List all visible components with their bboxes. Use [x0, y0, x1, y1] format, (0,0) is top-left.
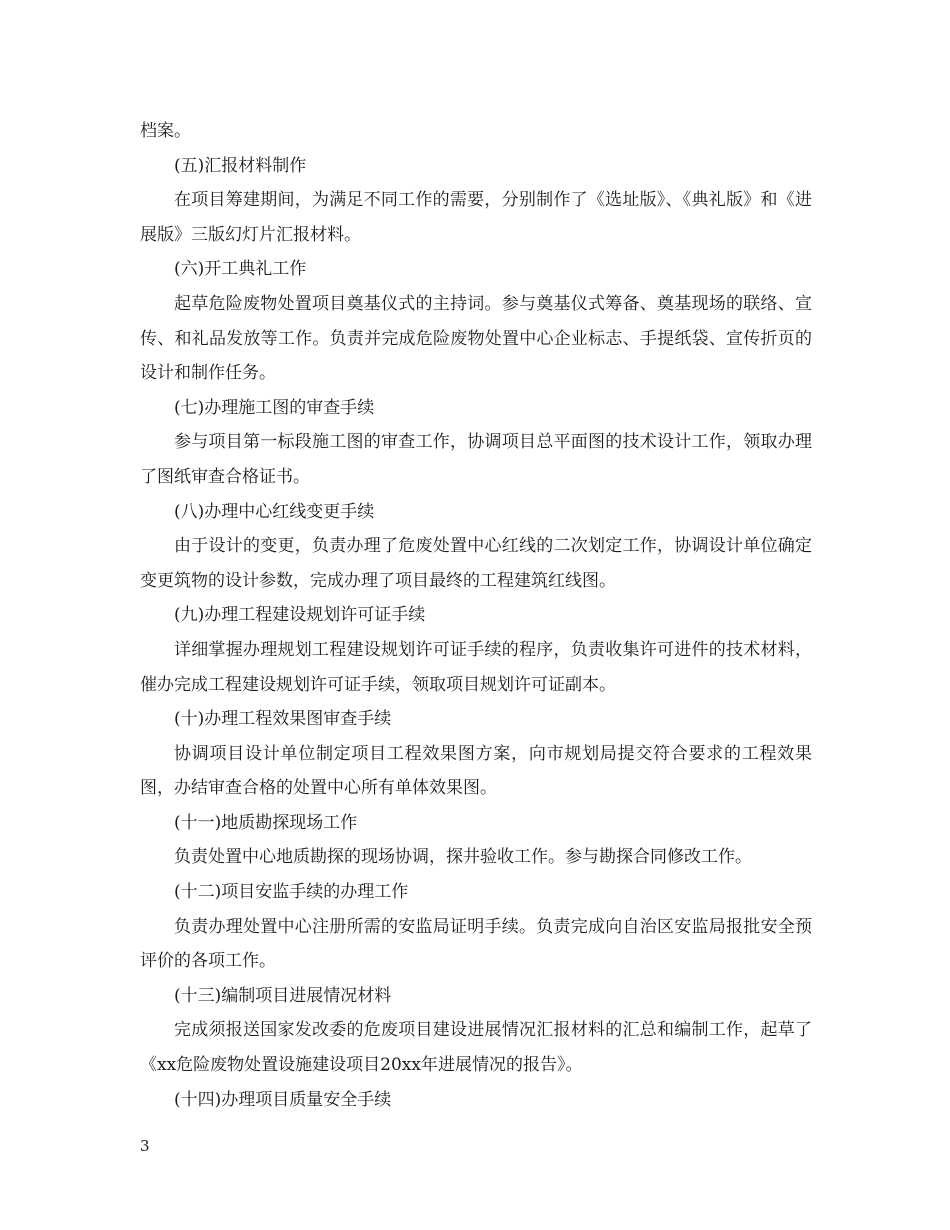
section-heading-6: (六)开工典礼工作: [174, 259, 307, 280]
section-heading-8: (八)办理中心红线变更手续: [174, 501, 375, 522]
page-number: 3: [140, 1137, 150, 1155]
section-heading-12: (十二)项目安监手续的办理工作: [174, 882, 409, 903]
section-paragraph-7: 参与项目第一标段施工图的审查工作，协调项目总平面图的技术设计工作，领取办理了图纸审查合格证书。: [140, 432, 812, 487]
section-paragraph-13: 完成须报送国家发改委的危废项目建设进展情况汇报材料的汇总和编制工作，起草了《xx危险废物处置设施建设项目20xx年进展情况的报告》。: [140, 1020, 812, 1076]
section-heading-14: (十四)办理项目质量安全手续: [174, 1089, 392, 1110]
section-paragraph-12: 负责办理处置中心注册所需的安监局证明手续。负责完成向自治区安监局报批安全预评价的各项工作。: [140, 916, 812, 972]
section-paragraph-11: 负责处置中心地质勘探的现场协调，探井验收工作。参与勘探合同修改工作。: [174, 847, 752, 868]
section-heading-11: (十一)地质勘探现场工作: [174, 812, 358, 833]
section-paragraph-10: 协调项目设计单位制定项目工程效果图方案，向市规划局提交符合要求的工程效果图，办结审查合格的处置中心所有单体效果图。: [140, 743, 812, 799]
section-paragraph-8: 由于设计的变更，负责办理了危废处置中心红线的二次划定工作，协调设计单位确定变更筑物的设计参数，完成办理了项目最终的工程建筑红线图。: [140, 536, 812, 591]
section-heading-5: (五)汇报材料制作: [174, 155, 307, 176]
section-heading-10: (十)办理工程效果图审查手续: [174, 709, 392, 730]
section-heading-9: (九)办理工程建设规划许可证手续: [174, 605, 426, 626]
section-heading-7: (七)办理施工图的审查手续: [174, 397, 375, 418]
section-paragraph-9: 详细掌握办理规划工程建设规划许可证手续的程序，负责收集许可进件的技术材料，催办完成工程建设规划许可证手续，领取项目规划许可证副本。: [140, 639, 812, 695]
document-body: [140, 114, 812, 1117]
section-paragraph-6: 起草危险废物处置项目奠基仪式的主持词。参与奠基仪式筹备、奠基现场的联络、宣传、和礼品发放等工作。负责并完成危险废物处置中心企业标志、手提纸袋、宣传折页的设计和制作任务。: [140, 293, 812, 384]
continued-paragraph: 档案。: [140, 121, 191, 141]
section-paragraph-5: 在项目筹建期间，为满足不同工作的需要，分别制作了《选址版》、《典礼版》和《进展版》三版幻灯片汇报材料。: [140, 190, 812, 245]
section-heading-13: (十三)编制项目进展情况材料: [174, 985, 392, 1006]
